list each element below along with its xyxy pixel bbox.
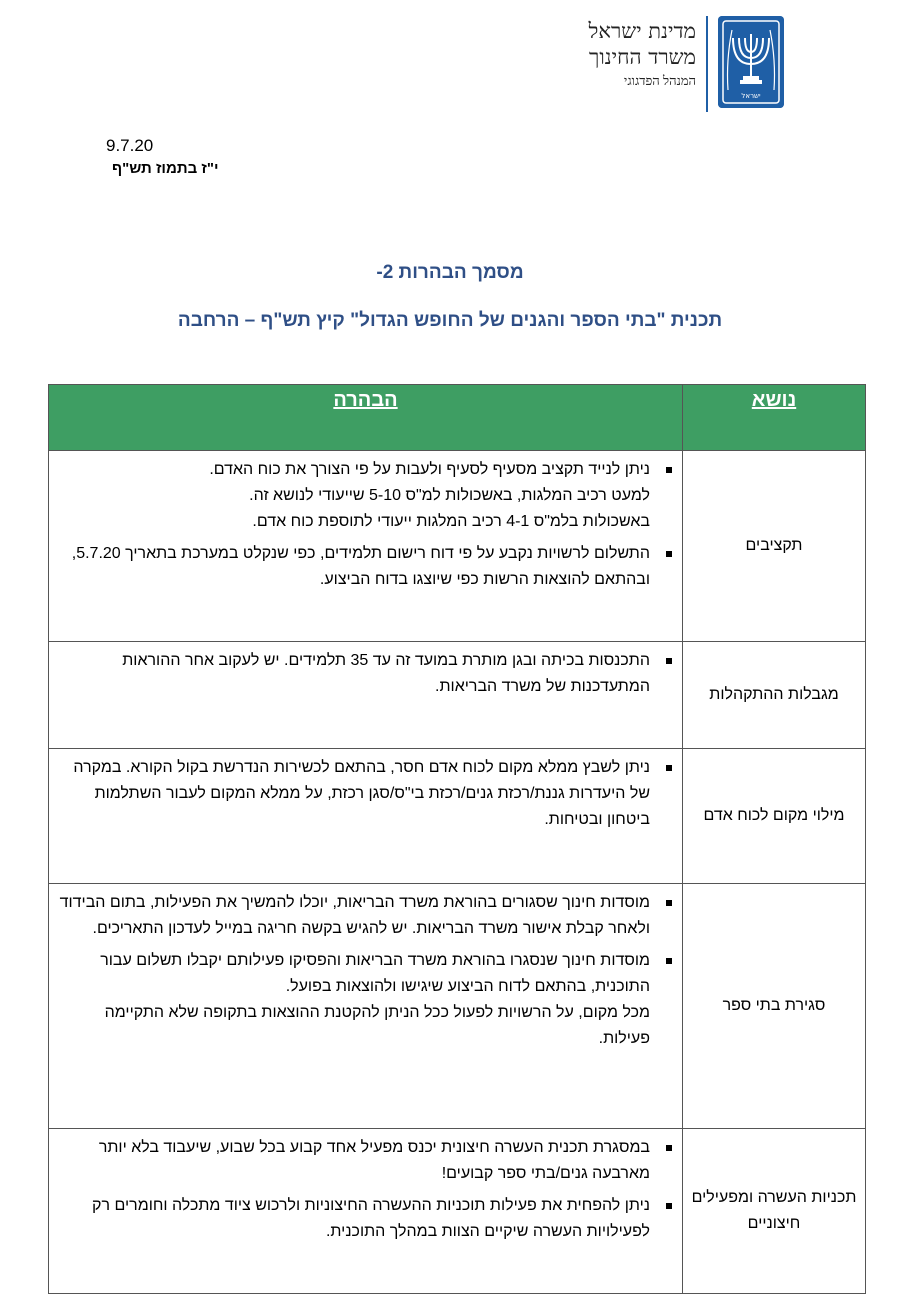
- row-topic: תכניות העשרה ומפעילים חיצוניים: [683, 1129, 866, 1294]
- bullet-text: מכל מקום, על הרשויות לפעול ככל הניתן להקטנת ההוצאות בתקופה שלא התקיימה פעילות.: [104, 1004, 650, 1047]
- row-clarification: [49, 642, 683, 749]
- document-title: מסמך הבהרות 2-: [376, 262, 524, 283]
- bullet-text: במסגרת תכנית העשרה חיצונית יכנס מפעיל אחד קבוע בכל שבוע, שיעבוד בלא יותר מארבעה גנים/בתי ספר קבועים!: [98, 1139, 650, 1182]
- bullet-text: מוסדות חינוך שנסגרו בהוראת משרד הבריאות והפסיקו פעילותם יקבלו תשלום עבור התוכנית, בהתאם לדוח הביצוע שיגישו ולהוצאות בפועל.: [100, 952, 650, 995]
- emblem-caption: ישראל: [741, 92, 761, 100]
- bullet-text: באשכולות בלמ"ס 4-1 רכיב המלגות ייעודי לתוספת כוח אדם.: [252, 513, 650, 530]
- bullet-text: התכנסות בכיתה ובגן מותרת במועד זה עד 35 תלמידים. יש לעקוב אחר ההוראות המתעדכנות של משרד הבריאות.: [122, 652, 650, 695]
- table-row: [49, 1129, 866, 1294]
- row-clarification: [49, 749, 683, 884]
- bullet-text: התשלום לרשויות נקבע על פי דוח רישום תלמידים, כפי שנקלט במערכת בתאריך 5.7.20, ובהתאם להוצאות הרשות כפי שיוצגו בדוח הביצוע.: [71, 545, 650, 588]
- table-row: [49, 884, 866, 1129]
- row-topic: תקציבים: [683, 451, 866, 642]
- clarifications-table: [48, 384, 866, 1294]
- state-emblem-icon: [718, 16, 784, 108]
- header-ministry: משרד החינוך: [589, 45, 696, 69]
- bullet-item: [57, 755, 650, 833]
- table-row: [49, 451, 866, 642]
- bullet-text: מוסדות חינוך שסגורים בהוראת משרד הבריאות, יוכלו להמשיך את הפעילות, בתום הבידוד ולאחר קבלת אישור משרד הבריאות. יש להגיש בקשה חריגה במייל לעדכון התאריכים.: [59, 894, 650, 937]
- ministry-header: [589, 18, 696, 92]
- bullet-text: ניתן לנייד תקציב מסעיף לסעיף ולעבות על פי הצורך את כוח האדם.: [209, 461, 650, 478]
- header-department: המנהל הפדגוגי: [623, 73, 696, 88]
- bullet-item: [57, 890, 650, 942]
- row-topic: סגירת בתי ספר: [683, 884, 866, 1129]
- bullet-item: [57, 648, 650, 700]
- bullet-text: למעט רכיב המלגות, באשכולות למ"ס 5-10 שייעודי לנושא זה.: [249, 487, 650, 504]
- row-clarification: [49, 884, 683, 1129]
- row-clarification: [49, 1129, 683, 1294]
- date-gregorian: 9.7.20: [106, 136, 154, 155]
- document-subtitle: תכנית "בתי הספר והגנים של החופש הגדול" קיץ תש"ף – הרחבה: [177, 310, 723, 331]
- table-row: [49, 642, 866, 749]
- bullet-item: [57, 1135, 650, 1187]
- column-header-clarification: הבהרה: [49, 385, 683, 451]
- date-hebrew: י"ז בתמוז תש"ף: [112, 160, 219, 177]
- bullet-item: [57, 457, 650, 535]
- bullet-item: [57, 1193, 650, 1245]
- row-topic: מגבלות ההתקהלות: [683, 642, 866, 749]
- column-header-topic: נושא: [683, 385, 866, 451]
- bullet-text: ניתן להפחית את פעילות תוכניות ההעשרה החיצוניות ולרכוש ציוד מתכלה וחומרים רק לפעילויות העשרה שיקיים הצוות במהלך התוכנית.: [92, 1197, 650, 1240]
- bullet-text: ניתן לשבץ ממלא מקום לכוח אדם חסר, בהתאם לכשירות הנדרשת בקול הקורא. במקרה של היעדרות גננת/רכזת גנים/רכזת בי"ס/סגן רכזת, על ממלא המקום לעבור השתלמות ביטחון ובטיחות.: [73, 759, 650, 828]
- table-header-row: [49, 385, 866, 451]
- header-divider: [706, 16, 708, 112]
- table-row: [49, 749, 866, 884]
- bullet-item: [57, 541, 650, 593]
- row-clarification: [49, 451, 683, 642]
- bullet-item: [57, 948, 650, 1052]
- header-state: מדינת ישראל: [588, 19, 696, 43]
- row-topic: מילוי מקום לכוח אדם: [683, 749, 866, 884]
